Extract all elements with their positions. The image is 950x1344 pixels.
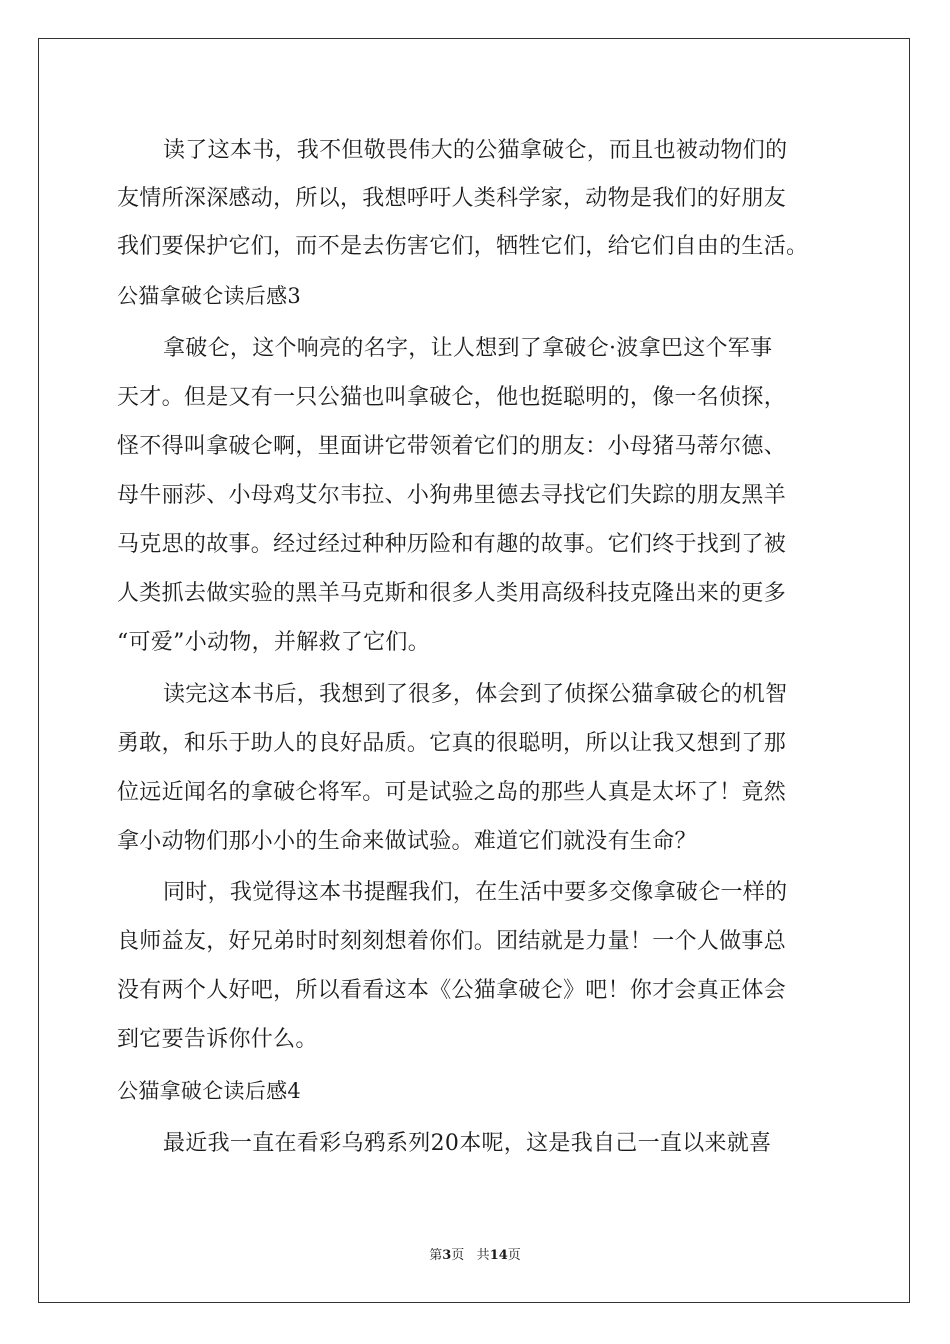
body-text-line: 到它要告诉你什么。 bbox=[117, 1027, 318, 1052]
current-page-number: 3 bbox=[442, 1248, 452, 1263]
body-text-line: 位远近闻名的拿破仑将军。可是试验之岛的那些人真是太坏了！竟然 bbox=[117, 780, 787, 805]
footer-total-suffix: 页 bbox=[507, 1248, 521, 1263]
footer-total-prefix: 共 bbox=[476, 1248, 490, 1263]
body-text-line: 我们要保护它们，而不是去伤害它们，牺牲它们，给它们自由的生活。 bbox=[117, 234, 809, 259]
footer-page-word: 页 bbox=[451, 1248, 465, 1263]
body-text-line: 拿破仑，这个响亮的名字，让人想到了拿破仑·波拿巴这个军事 bbox=[163, 336, 773, 361]
section-heading: 公猫拿破仑读后感4 bbox=[117, 1079, 302, 1103]
footer-prefix: 第 bbox=[429, 1248, 443, 1263]
body-text-line: 友情所深深感动，所以，我想呼吁人类科学家，动物是我们的好朋友 bbox=[117, 186, 787, 211]
body-text-line: 最近我一直在看彩乌鸦系列20本呢，这是我自己一直以来就喜 bbox=[163, 1131, 772, 1156]
page-footer bbox=[0, 1248, 950, 1264]
body-text-line: 勇敢，和乐于助人的良好品质。它真的很聪明，所以让我又想到了那 bbox=[117, 731, 787, 756]
body-text-line: 天才。但是又有一只公猫也叫拿破仑，他也挺聪明的，像一名侦探， bbox=[117, 385, 787, 410]
body-text-line: 读完这本书后，我想到了很多，体会到了侦探公猫拿破仑的机智 bbox=[163, 682, 788, 707]
body-text-line: 母牛丽莎、小母鸡艾尔韦拉、小狗弗里德去寻找它们失踪的朋友黑羊 bbox=[117, 483, 787, 508]
body-text-line: 同时，我觉得这本书提醒我们，在生活中要多交像拿破仑一样的 bbox=[163, 880, 788, 905]
page-border bbox=[38, 38, 910, 1303]
section-heading: 公猫拿破仑读后感3 bbox=[117, 284, 302, 308]
body-text-line: 没有两个人好吧，所以看看这本《公猫拿破仑》吧！你才会真正体会 bbox=[117, 978, 787, 1003]
body-text-line: 人类抓去做实验的黑羊马克斯和很多人类用高级科技克隆出来的更多 bbox=[117, 581, 787, 606]
body-text-line: “可爱”小动物，并解救了它们。 bbox=[117, 630, 430, 655]
body-text-line: 怪不得叫拿破仑啊，里面讲它带领着它们的朋友：小母猪马蒂尔德、 bbox=[117, 434, 787, 459]
body-text-line: 拿小动物们那小小的生命来做试验。难道它们就没有生命？ bbox=[117, 829, 697, 854]
body-text-line: 良师益友，好兄弟时时刻刻想着你们。团结就是力量！一个人做事总 bbox=[117, 929, 787, 954]
total-pages-number: 14 bbox=[489, 1248, 508, 1263]
body-text-line: 读了这本书，我不但敬畏伟大的公猫拿破仑，而且也被动物们的 bbox=[163, 138, 788, 163]
body-text-line: 马克思的故事。经过经过种种历险和有趣的故事。它们终于找到了被 bbox=[117, 532, 787, 557]
